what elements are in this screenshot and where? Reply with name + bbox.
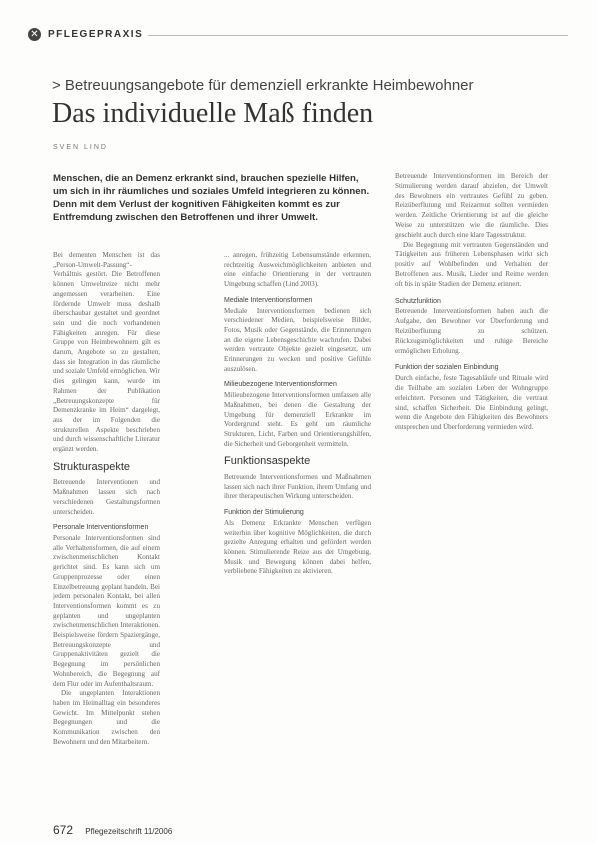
header-rule: [148, 35, 568, 36]
column-1: [53, 251, 160, 811]
subsubheading-mediale: Mediale Interventionsformen: [224, 296, 313, 304]
article-lead: Menschen, die an Demenz erkrankt sind, brauchen spezielle Hilfen, um sich in ihr räumliches und soziales Umfeld integrieren zu können. Denn mit dem Verlust der kognitiven Fähigkeiten kommt es zur Entfremdung zwischen den Betroffenen und ihrer Umwelt.: [53, 173, 370, 223]
section-header: [28, 27, 568, 43]
body-paragraph: Personale Interventionsformen sind alle Verhaltensformen, die auf einem zwischenmenschlichen Kontakt gerichtet sind. Es kann sich um Gruppenprozesse oder einen Einzelbetreuung geplant handeln. Bei jedem personalen Kontakt, bei allen Interventionsformen kommt es zu geplanten und ungeplanten zwischenmenschlichen Interaktionen. Beispielsweise fördern Spaziergänge, Betreuungskonzepte und Gruppenaktivitäten gezielt die Begegnung im persönlichen Wohnbereich, die Begegnung auf dem Flur oder im Aufenthaltsraum.: [53, 533, 160, 688]
body-paragraph: Betreuende Interventionen und Maßnahmen lassen sich nach verschiedenen Gestaltungsformen unterscheiden.: [53, 478, 160, 516]
article-author: SVEN LIND: [53, 144, 108, 151]
subheading-funktionsaspekte: Funktionsaspekte: [224, 455, 311, 468]
body-paragraph: Durch einfache, feste Tagesabläufe und Rituale wird die Teilhabe am sozialen Leben der Wohngruppe erleichtert. Personen und Tätigkeiten, die vertraut sind, schaffen Sicherheit. Die Einbindung gelingt, wenn die Angebote den Fähigkeiten des Bewohners entsprechen und Überforderung vermieden wird.: [395, 374, 548, 432]
subsubheading-personale: Personale Interventionsformen: [53, 524, 149, 532]
body-paragraph: Die Begegnung mit vertrauten Gegenständen und Tätigkeiten aus früheren Lebensphasen wirkt sich positiv auf Wohlbefinden und Verhalten der Betroffenen aus. Musik, Lieder und Reime werden oft bis in späte Stadien der Demenz erinnert.: [395, 240, 548, 288]
page-footer: [53, 823, 172, 837]
body-paragraph: ... anregen, frühzeitig Lebensumstände erkennen, rechtzeitig Ausweichmöglichkeiten anbieten und eine einfache Orientierung in der vertrauten Umgebung schaffen (Lind 2003).: [224, 251, 371, 289]
subsubheading-soziale-einbindung: Funktion der sozialen Einbindung: [395, 364, 499, 372]
subsubheading-stimulierung: Funktion der Stimulierung: [224, 509, 304, 517]
subheading-strukturaspekte: Strukturaspekte: [53, 460, 131, 473]
body-paragraph: Als Demenz Erkrankte Menschen verfügen weiterhin über kognitive Möglichkeiten, die durch gezielte Anregung erhalten und gefördert werden können. Stimulierende Reize aus der Umgebung, Musik und Bewegung können dabei helfen, verbliebene Fähigkeiten zu aktivieren.: [224, 518, 371, 576]
body-paragraph: Bei dementen Menschen ist das „Person-Umwelt-Passung“-Verhältnis gestört. Die Betroffenen können Umweltreize nicht mehr angemessen verarbeiten. Eine fördernde Umwelt muss deshalb überschaubar gestaltet und geordnet sein und die noch vorhandenen Fähigkeiten anregen. Für diese Gruppe von Heimbewohnern gilt es darum, Angebote so zu gestalten, dass sie Integration in das räumliche und soziale Umfeld ermöglichen. Wir dies gelingen kann, wurde im Rahmen der Publikation „Betreuungskonzepte für Demenzkranke im Heim“ dargelegt, aus der im Folgenden die strukturellen Aspekte beschrieben und durch wissenschaftliche Literatur ergänzt werden.: [53, 251, 160, 454]
article-kicker: > Betreuungsangebote für demenziell erkrankte Heimbewohner: [52, 77, 474, 94]
body-paragraph: Betreuende Interventionsformen haben auch die Aufgabe, den Bewohner vor Überforderung und Reizüberflutung zu schützen. Rückzugsmöglichkeiten und ruhige Bereiche ermöglichen Erholung.: [395, 307, 548, 355]
subsubheading-milieu: Milieubezogene Interventionsformen: [224, 381, 337, 389]
body-paragraph: Die ungeplanten Interaktionen haben im Heimalltag ein besonderes Gewicht. Im Mittelpunkt stehen Begegnungen und die Kommunikation zwischen den Bewohnern und den Mitarbeitern.: [53, 689, 160, 746]
body-paragraph: Mediale Interventionsformen bedienen sich verschiedener Medien, beispielsweise Bilder, Fotos, Musik oder Gegenstände, die Erinnerungen an die eigene Lebensgeschichte wachrufen. Dabei werden vertraute Objekte gezielt eingesetzt, um Erinnerungen zu wecken und positive Gefühle auszulösen.: [224, 306, 371, 373]
page-number: 672: [53, 823, 74, 837]
section-title: PFLEGEPRAXIS: [48, 29, 144, 40]
subsubheading-schutz: Schutzfunktion: [395, 297, 441, 305]
journal-name: Pflegezeitschrift 11/2006: [85, 827, 173, 836]
column-2: [224, 251, 371, 811]
body-paragraph: Milieubezogene Interventionsformen umfassen alle Maßnahmen, bei denen die Gestaltung der Umgebung für demenziell Erkrankte im Vordergrund steht. Es geht um räumliche Strukturen, Licht, Farben und Orientierungshilfen, die Sicherheit und Geborgenheit vermitteln.: [224, 391, 371, 448]
x-circle-icon: ✕: [28, 28, 41, 41]
body-paragraph: Betreuende Interventionsformen im Bereich der Stimulierung werden darauf abzielen, der Umwelt des Bewohners ein vertrautes Gefühl zu geben. Reizüberflutung und Reizarmut sollten vermieden werden. Zeitliche Orientierung ist auf die gleiche Weise zu unterstützen wie die räumliche. Dies geschieht auch durch eine klare Tagesstruktur.: [395, 172, 548, 239]
article-title: Das individuelle Maß finden: [52, 98, 374, 129]
body-paragraph: Betreuende Interventionsformen und Maßnahmen lassen sich nach ihrer Funktion, ihrem Umfang und ihrer therapeutischen Wirkung unterscheiden.: [224, 473, 371, 501]
column-3: [395, 172, 548, 817]
